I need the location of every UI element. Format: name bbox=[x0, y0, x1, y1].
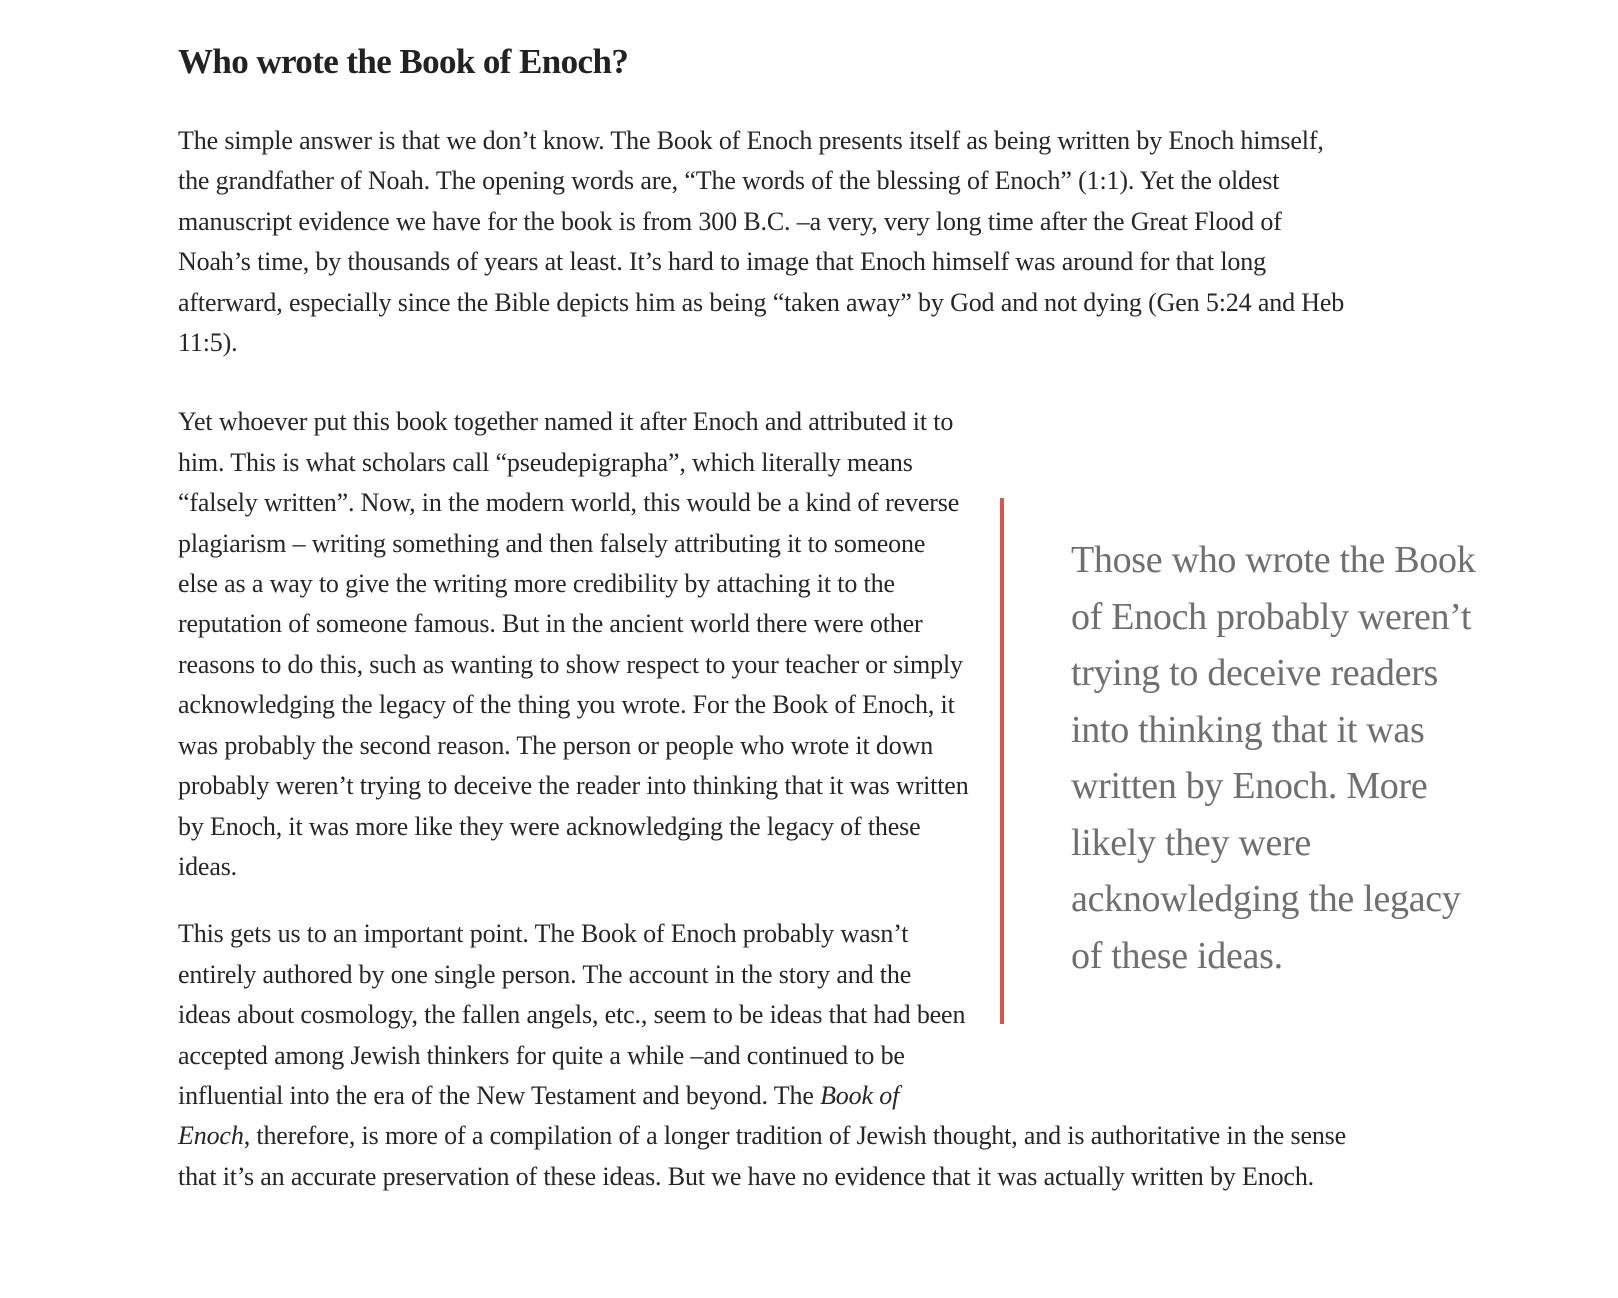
paragraph-3-text-end: , therefore, is more of a compilation of a longer tradition of Jewish thought, and is authoritative in the sense that it’s an accurate preservation of these ideas. But we have no evidence that it was actually written by Enoch. bbox=[178, 1121, 1347, 1191]
book-title-italic: Book of Enoch bbox=[178, 1080, 900, 1151]
paragraph-2: Yet whoever put this book together named it after Enoch and attributed it to him. This is what scholars call “pseudepigrapha”, which literally means “falsely written”. Now, in the modern world, this would be a kind of reverse plagiarism – writing something and then falsely attributing it to someone else as a way to give the writing more credibility by attaching it to the reputation of someone famous. But in the ancient world there were other reasons to do this, such as wanting to show respect to your teacher or simply acknowledging the legacy of the thing you wrote. For the Book of Enoch, it was probably the second reason. The person or people who wrote it down probably weren’t trying to deceive the reader into thinking that it was written by Enoch, it was more like they were acknowledging the legacy of these ideas. bbox=[178, 407, 969, 881]
paragraph-1: The simple answer is that we don’t know. The Book of Enoch presents itself as being written by Enoch himself, the grandfather of Noah. The opening words are, “The words of the blessing of Enoch” (1:1). Yet the oldest manuscript evidence we have for the book is from 300 B.C. –a very, very long time after the Great Flood of Noah’s time, by thousands of years at least. It’s hard to image that Enoch himself was around for that long afterward, especially since the Bible depicts him as being “taken away” by God and not dying (Gen 5:24 and Heb 11:5). bbox=[178, 126, 1345, 358]
article-body-with-quote bbox=[178, 402, 1476, 1197]
article bbox=[178, 40, 1476, 1197]
pull-quote: Those who wrote the Book of Enoch probably weren’t trying to deceive readers into thinking that it was written by Enoch. More likely they were acknowledging the legacy of these ideas. bbox=[1000, 498, 1500, 1024]
section-heading: Who wrote the Book of Enoch? bbox=[178, 42, 629, 81]
paragraph-3-text-start: This gets us to an important point. The Book of Enoch probably wasn’t entirely authored by one single person. The account in the story and the ideas about cosmology, the fallen angels, etc., seem to be ideas that had been accepted among Jewish thinkers for quite a while –and continued to be influential into the era of the New Testament and beyond. The bbox=[178, 919, 966, 1110]
